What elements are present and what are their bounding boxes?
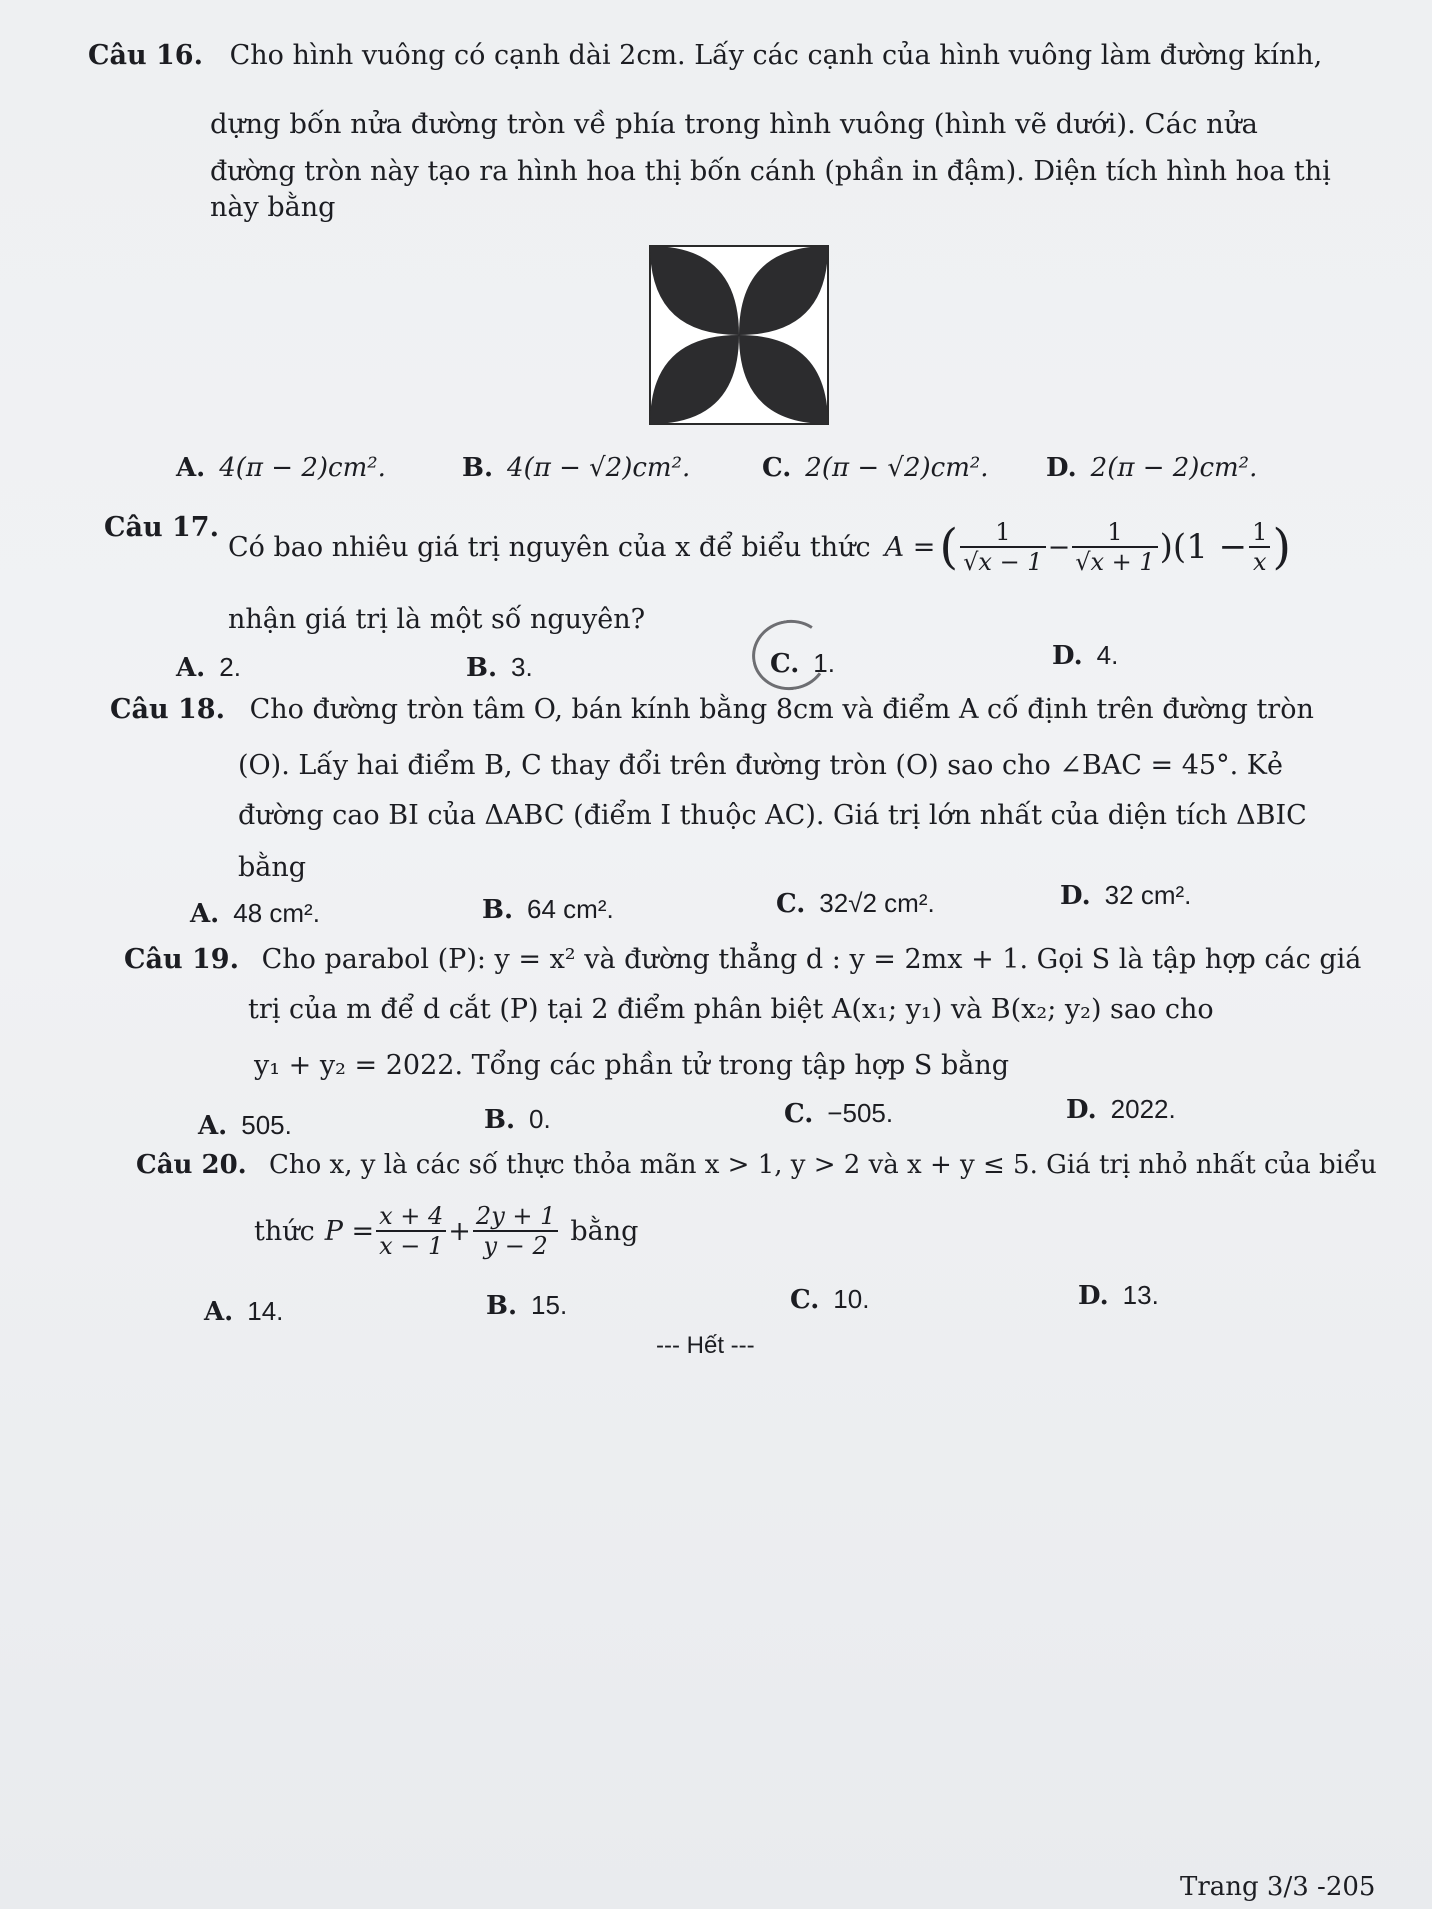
four-petal-flower-figure — [648, 244, 830, 426]
q19-option-b[interactable]: B. 0. — [484, 1104, 551, 1135]
q18-option-c[interactable]: C. 32√2 cm². — [776, 888, 935, 919]
q18-text-1: Cho đường tròn tâm O, bán kính bằng 8cm và điểm A cố định trên đường tròn — [249, 694, 1314, 725]
q19-option-a[interactable]: A. 505. — [198, 1110, 292, 1141]
q20-line1 — [136, 1150, 1377, 1180]
q20-text-post: bằng — [570, 1215, 639, 1247]
q17-minus: − — [1047, 531, 1071, 563]
q16-option-c[interactable]: C. 2(π − √2)cm². — [762, 453, 989, 483]
q16-text-1: Cho hình vuông có cạnh dài 2cm. Lấy các cạnh của hình vuông làm đường kính, — [229, 40, 1323, 71]
q18-option-d[interactable]: D. 32 cm². — [1060, 880, 1192, 911]
q18-option-b[interactable]: B. 64 cm². — [482, 894, 614, 925]
q20-text-1: Cho x, y là các số thực thỏa mãn x > 1, y > 2 và x + y ≤ 5. Giá trị nhỏ nhất của biểu — [269, 1150, 1377, 1180]
q17-line2: nhận giá trị là một số nguyên? — [228, 604, 646, 635]
q20-option-c[interactable]: C. 10. — [790, 1284, 870, 1315]
q20-plus: + — [448, 1215, 471, 1247]
q18-line4: bằng — [238, 852, 307, 883]
q20-frac2: $\frac{2y + 1}{y - 2}$ — [473, 1202, 558, 1260]
q19-label: Câu 19. — [124, 944, 239, 975]
q17-frac3: $\frac{1}{x}$ — [1249, 518, 1270, 576]
q18-line2: (O). Lấy hai điểm B, C thay đổi trên đường tròn (O) sao cho ∠BAC = 45°. Kẻ — [238, 750, 1283, 781]
q16-option-a[interactable]: A. 4(π − 2)cm². — [176, 453, 386, 483]
q19-line3: y₁ + y₂ = 2022. Tổng các phần tử trong tập hợp S bằng — [254, 1050, 1010, 1081]
q19-option-d[interactable]: D. 2022. — [1066, 1094, 1176, 1125]
q17-paren-open: ( — [939, 519, 959, 575]
q17-text-1: Có bao nhiêu giá trị nguyên của x để biểu thức — [228, 531, 871, 563]
q20-option-b[interactable]: B. 15. — [486, 1290, 568, 1321]
q20-line2 — [254, 1202, 638, 1260]
q20-frac1: $\frac{x + 4}{x - 1}$ — [376, 1202, 446, 1260]
q19-line2: trị của m để d cắt (P) tại 2 điểm phân biệt A(x₁; y₁) và B(x₂; y₂) sao cho — [248, 994, 1214, 1025]
q17-frac1: $\frac{1}{√x - 1}$ — [960, 518, 1045, 576]
q18-line1 — [110, 694, 1314, 725]
q16-line2: dựng bốn nửa đường tròn về phía trong hình vuông (hình vẽ dưới). Các nửa — [210, 108, 1258, 140]
q18-line3: đường cao BI của ΔABC (điểm I thuộc AC). Giá trị lớn nhất của diện tích ΔBIC — [238, 800, 1307, 831]
end-marker: --- Hết --- — [656, 1332, 755, 1359]
q16-label: Câu 16. — [88, 40, 203, 71]
q16-line1 — [88, 40, 1322, 71]
q18-label: Câu 18. — [110, 694, 225, 725]
q17-line1 — [228, 518, 1291, 576]
q20-expr-lhs: P = — [324, 1215, 375, 1247]
q16-option-d[interactable]: D. 2(π − 2)cm². — [1046, 453, 1258, 483]
q17-option-d[interactable]: D. 4. — [1052, 640, 1119, 671]
q19-text-1: Cho parabol (P): y = x² và đường thẳng d : y = 2mx + 1. Gọi S là tập hợp các giá — [261, 944, 1362, 975]
q16-line4: này bằng — [210, 192, 336, 223]
q19-line1 — [124, 944, 1361, 975]
q20-option-a[interactable]: A. 14. — [204, 1296, 284, 1327]
q20-option-d[interactable]: D. 13. — [1078, 1280, 1159, 1311]
q17-expr-lhs: A = — [884, 531, 936, 563]
q17-label: Câu 17. — [104, 512, 219, 543]
page-number: Trang 3/3 -205 — [1180, 1872, 1376, 1902]
q16-line3: đường tròn này tạo ra hình hoa thị bốn cánh (phần in đậm). Diện tích hình hoa thị — [210, 156, 1331, 187]
q17-option-b[interactable]: B. 3. — [466, 652, 533, 683]
q17-frac2: $\frac{1}{√x + 1}$ — [1072, 518, 1157, 576]
q19-option-c[interactable]: C. −505. — [784, 1098, 894, 1129]
q17-option-c[interactable]: C. 1. — [770, 648, 835, 679]
q18-option-a[interactable]: A. 48 cm². — [190, 898, 320, 929]
q17-paren-mid: )(1 − — [1159, 527, 1248, 567]
q20-label: Câu 20. — [136, 1150, 247, 1180]
q20-text-pre: thức — [254, 1215, 315, 1247]
q17-option-a[interactable]: A. 2. — [176, 652, 241, 683]
q16-option-b[interactable]: B. 4(π − √2)cm². — [462, 453, 691, 483]
q17-paren-close: ) — [1272, 519, 1292, 575]
